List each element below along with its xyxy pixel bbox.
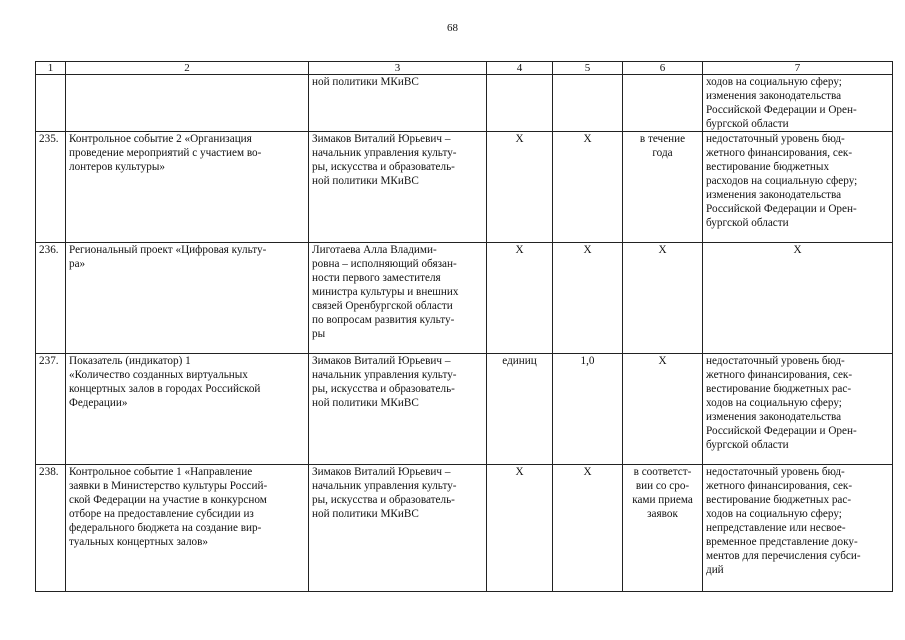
row-name: Показатель (индикатор) 1 «Количество созданных виртуальных концертных залов в городах Российской Федерации» — [66, 354, 309, 465]
page-number: 68 — [447, 22, 458, 34]
row-value — [553, 75, 623, 132]
column-header-row — [36, 62, 893, 75]
column-header: 5 — [553, 62, 623, 75]
row-responsible: ной политики МКиВС — [309, 75, 487, 132]
row-risks: X — [703, 243, 893, 354]
row-risks: ходов на социальную сферу; изменения законодательства Российской Федерации и Орен- бургской области — [703, 75, 893, 132]
row-unit: X — [487, 243, 553, 354]
row-responsible: Зимаков Виталий Юрьевич – начальник управления культу- ры, искусства и образователь- ной политики МКиВС — [309, 465, 487, 592]
plan-table — [35, 61, 893, 592]
row-unit: единиц — [487, 354, 553, 465]
column-header: 1 — [36, 62, 66, 75]
row-number: 237. — [36, 354, 66, 465]
row-term: X — [623, 354, 703, 465]
row-value: 1,0 — [553, 354, 623, 465]
table-row — [36, 465, 893, 592]
column-header: 3 — [309, 62, 487, 75]
table-row — [36, 354, 893, 465]
row-value: X — [553, 465, 623, 592]
column-header: 6 — [623, 62, 703, 75]
row-responsible: Зимаков Виталий Юрьевич – начальник управления культу- ры, искусства и образователь- ной политики МКиВС — [309, 354, 487, 465]
row-name: Региональный проект «Цифровая культу- ра» — [66, 243, 309, 354]
row-risks: недостаточный уровень бюд- жетного финансирования, сек- вестирование бюджетных расходов на социальную сферу; изменения законодательства Российской Федерации и Орен- бургской области — [703, 132, 893, 243]
row-name — [66, 75, 309, 132]
column-header: 2 — [66, 62, 309, 75]
table-row — [36, 243, 893, 354]
row-unit: X — [487, 132, 553, 243]
row-risks: недостаточный уровень бюд- жетного финансирования, сек- вестирование бюджетных рас- ходов на социальную сферу; изменения законодательства Российской Федерации и Орен- бургской области — [703, 354, 893, 465]
column-header: 7 — [703, 62, 893, 75]
table-row — [36, 75, 893, 132]
row-number: 236. — [36, 243, 66, 354]
row-term — [623, 75, 703, 132]
row-term: X — [623, 243, 703, 354]
row-term: в течение года — [623, 132, 703, 243]
row-unit — [487, 75, 553, 132]
row-unit: X — [487, 465, 553, 592]
row-responsible: Зимаков Виталий Юрьевич – начальник управления культу- ры, искусства и образователь- ной политики МКиВС — [309, 132, 487, 243]
table-row — [36, 132, 893, 243]
row-value: X — [553, 243, 623, 354]
row-responsible: Лиготаева Алла Владими- ровна – исполняющий обязан- ности первого заместителя министра культуры и внешних связей Оренбургской области по вопросам развития культу- ры — [309, 243, 487, 354]
row-name: Контрольное событие 1 «Направление заявки в Министерство культуры Россий- ской Федерации на участие в конкурсном отборе на предоставление субсидии из федерального бюджета на создание вир- туальных концертных залов» — [66, 465, 309, 592]
row-number: 238. — [36, 465, 66, 592]
column-header: 4 — [487, 62, 553, 75]
row-number — [36, 75, 66, 132]
row-value: X — [553, 132, 623, 243]
row-risks: недостаточный уровень бюд- жетного финансирования, сек- вестирование бюджетных рас- ходов на социальную сферу; непредставление или несвое- временное представление доку- ментов для перечисления субси- дий — [703, 465, 893, 592]
row-name: Контрольное событие 2 «Организация проведение мероприятий с участием во- лонтеров культуры» — [66, 132, 309, 243]
row-number: 235. — [36, 132, 66, 243]
row-term: в соответст- вии со сро- ками приема заявок — [623, 465, 703, 592]
